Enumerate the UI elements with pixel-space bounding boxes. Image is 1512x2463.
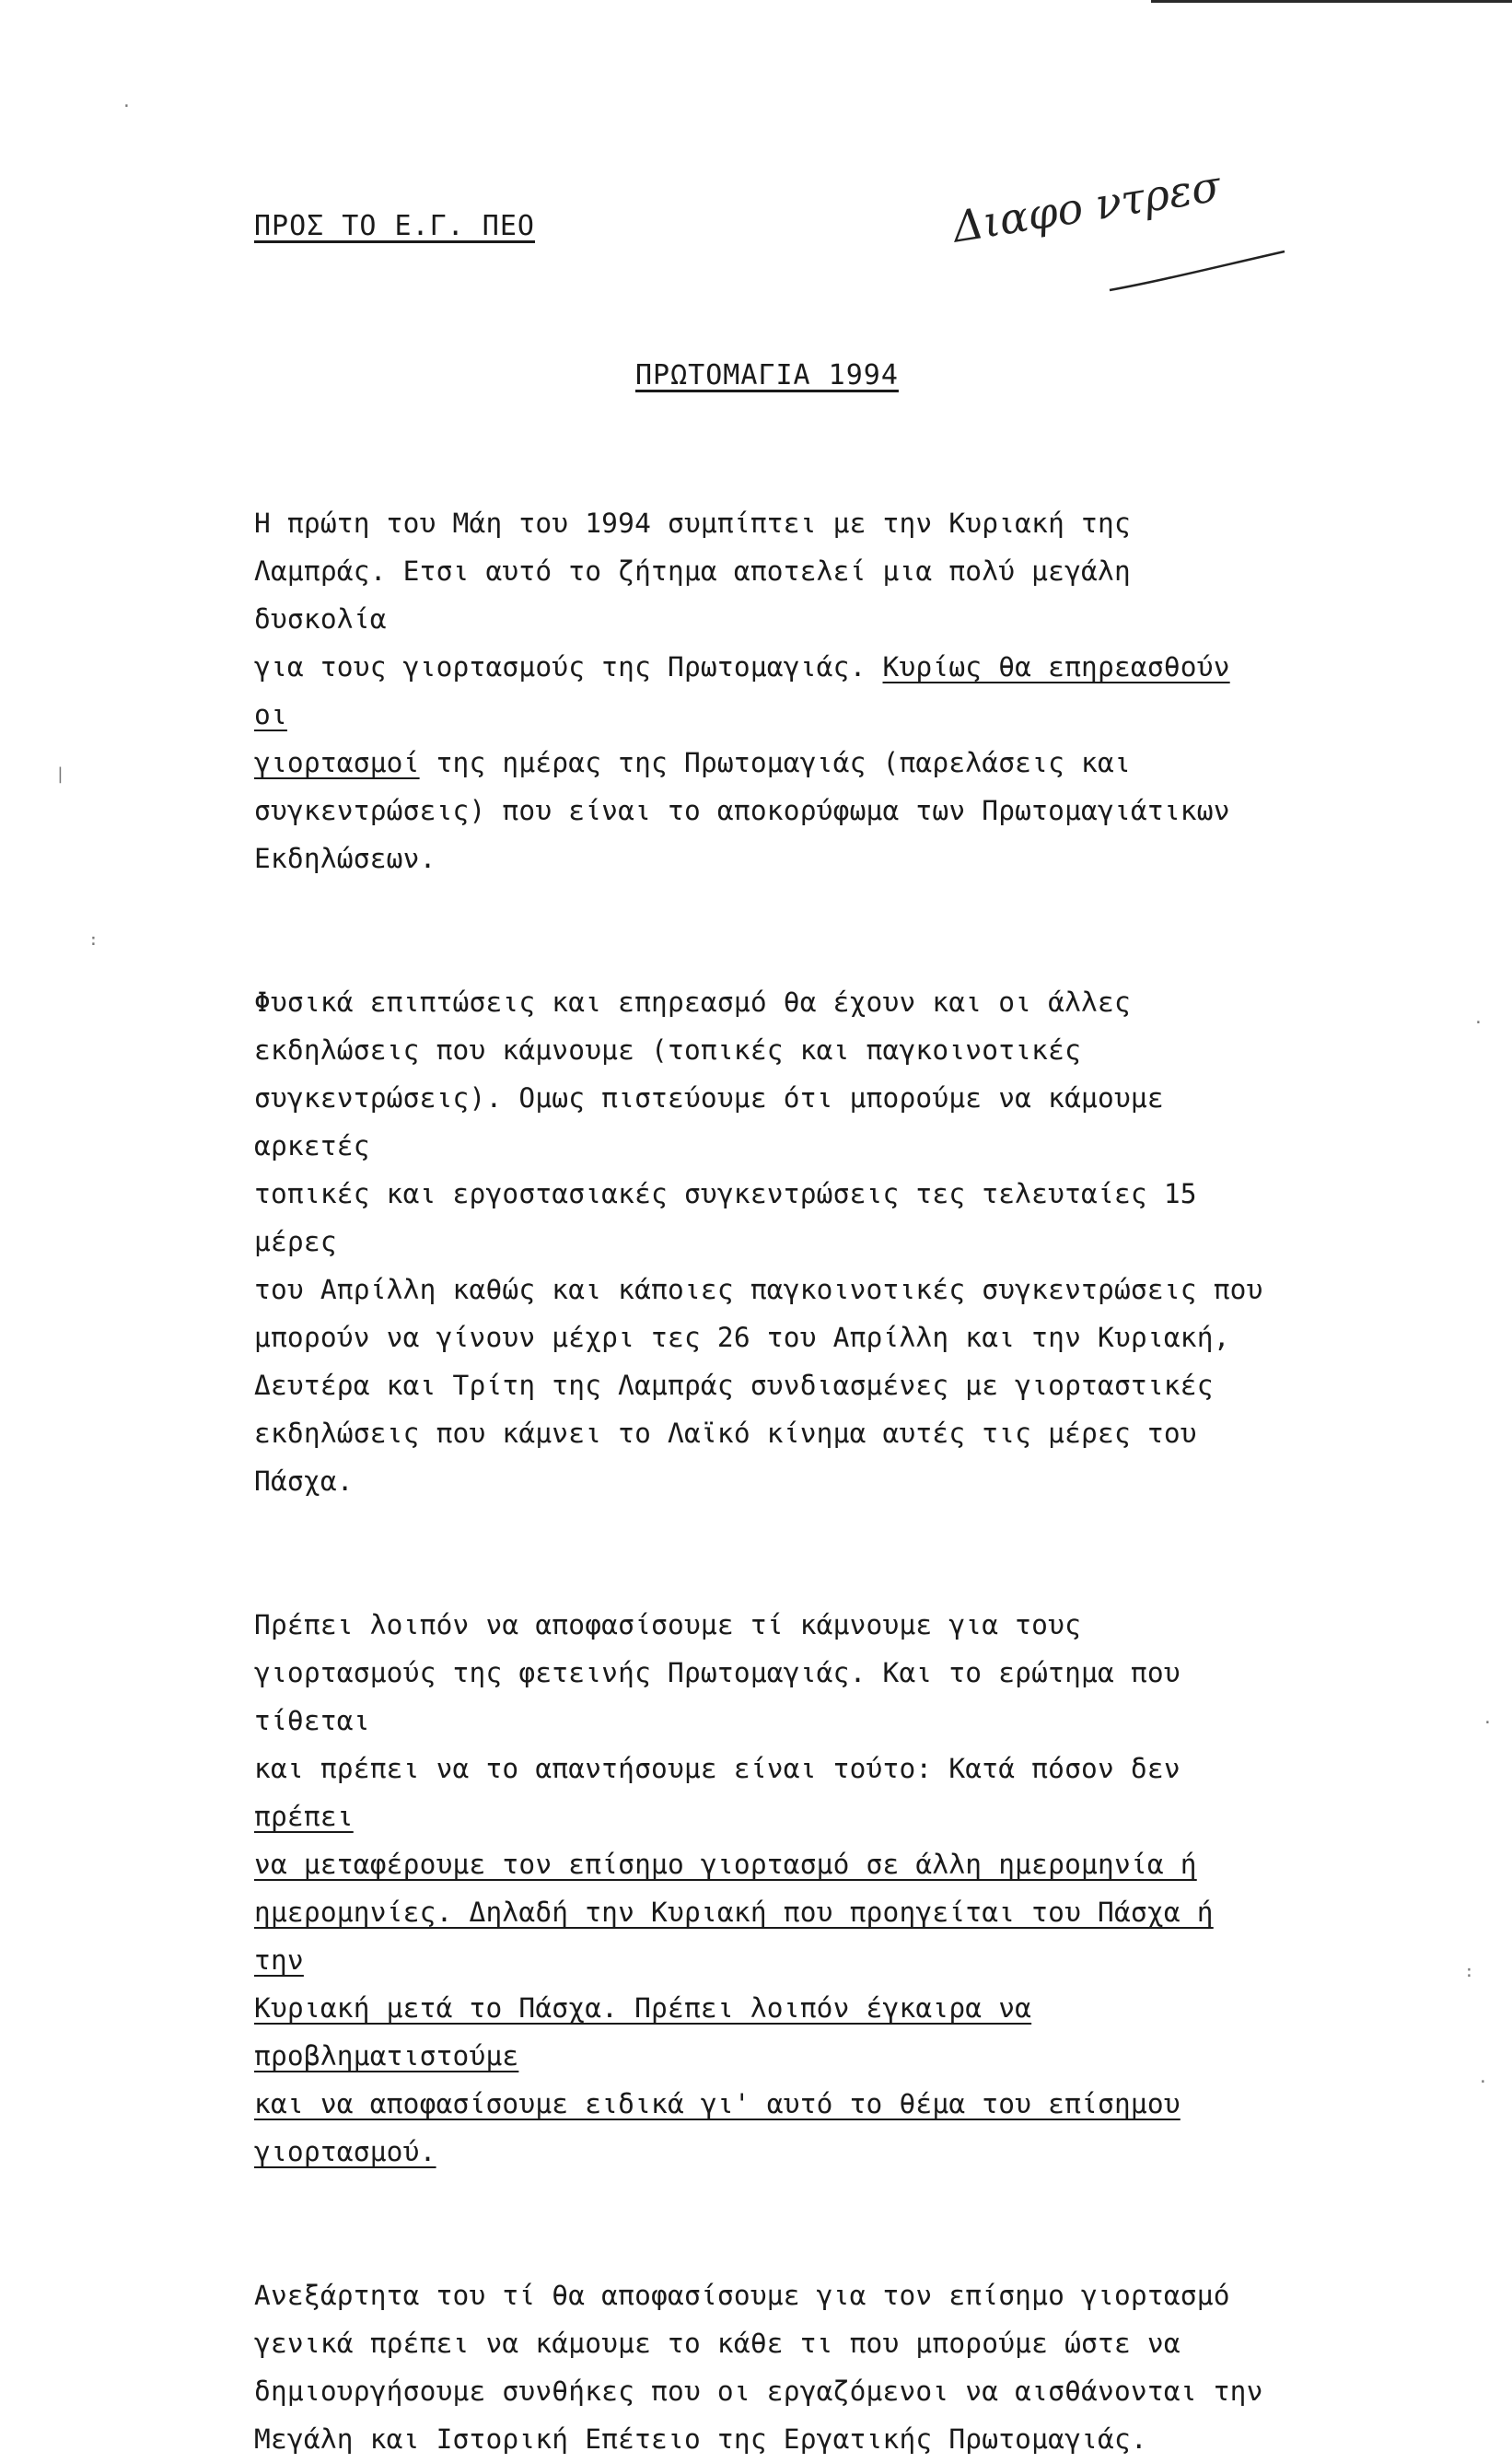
scan-speck: : — [88, 930, 99, 950]
handwritten-underline-stroke — [1105, 244, 1289, 299]
paragraph-1 — [254, 451, 1267, 882]
scan-speck: : — [1464, 1962, 1474, 1981]
handwritten-note: Διαφο ντρεσ — [948, 160, 1225, 252]
paragraph-1-text-a: Η πρώτη του Μάη του 1994 συμπίπτει με την Κυριακή της Λαμπράς. Ετσι αυτό το ζήτημα αποτελεί μια πολύ μεγάλη δυσκολία για τους γιορτασμούς της Πρωτομαγιάς. — [254, 508, 1131, 683]
scan-speck: · — [1478, 2072, 1488, 2092]
paragraph-2 — [254, 930, 1267, 1505]
paragraph-4 — [254, 2224, 1267, 2463]
document-title: ΠΡΩΤΟΜΑΓΙΑ 1994 — [635, 359, 899, 391]
paragraph-4-text: Ανεξάρτητα του τί θα αποφασίσουμε για τον επίσημο γιορτασμό γενικά πρέπει να κάμουμε το κάθε τι που μπορούμε ώστε να δημιουργήσουμε συνθήκες που οι εργαζόμενοι να αισθάνονται την Μεγάλη και Ιστορική Επέτειο της Εργατικής Πρωτομαγιάς. — [254, 2280, 1263, 2455]
scan-speck: | — [55, 765, 65, 784]
paragraph-2-text: Φυσικά επιπτώσεις και επηρεασμό θα έχουν και οι άλλες εκδηλώσεις που κάμνουμε (τοπικές και παγκοινοτικές συγκεντρώσεις). Ομως πιστεύουμε ότι μπορούμε να κάμουμε αρκετές τοπικές και εργοστασιακές συγκεντρώσεις τες τελευταίες 15 μέρες του Απρίλλη καθώς και κάποιες παγκοινοτικές συγκεντρώσεις που μπορούν να γίνουν μέχρι τες 26 του Απρίλλη και την Κυριακή, Δευτέρα και Τρίτη της Λαμπράς συνδιασμένες με γιορταστικές εκδηλώσεις που κάμνει το Λαϊκό κίνημα αυτές τις μέρες του Πάσχα. — [254, 986, 1263, 1497]
paragraph-3-text: Πρέπει λοιπόν να αποφασίσουμε τί κάμνουμε για τους γιορτασμούς της φετεινής Πρωτομαγιάς. Και το ερώτημα που τίθεται και πρέπει να το απαντήσουμε είναι τούτο: Κατά πόσον δεν — [254, 1609, 1181, 1784]
paragraph-1-text-b: της ημέρας της Πρωτομαγιάς (παρελάσεις και συγκεντρώσεις) που είναι το αποκορύφωμα των Πρωτομαγιάτικων Εκδηλώσεων. — [254, 747, 1230, 874]
scan-speck: · — [1483, 1713, 1493, 1733]
paragraph-1-underlined: Κυρίως θα επηρεασθούν οι γιορτασμοί — [254, 651, 1230, 778]
top-edge-rule — [1151, 0, 1512, 3]
scan-speck: · — [1473, 1013, 1483, 1033]
paragraph-3-underlined: πρέπει να μεταφέρουμε τον επίσημο γιορτασμό σε άλλη ημερομηνία ή ημερομηνίες. Δηλαδή την Κυριακή που προηγείται του Πάσχα ή την Κυριακή μετά το Πάσχα. Πρέπει λοιπόν έγκαιρα να προβληματιστούμε και να αποφασίσουμε ειδικά γι' αυτό το θέμα του επίσημου γιορτασμού. — [254, 1801, 1214, 2167]
scan-speck: · — [122, 97, 132, 116]
paragraph-3 — [254, 1553, 1267, 2176]
addressee-line: ΠΡΟΣ ΤΟ Ε.Γ. ΠΕΟ — [254, 210, 535, 242]
document-body — [254, 451, 1267, 2463]
